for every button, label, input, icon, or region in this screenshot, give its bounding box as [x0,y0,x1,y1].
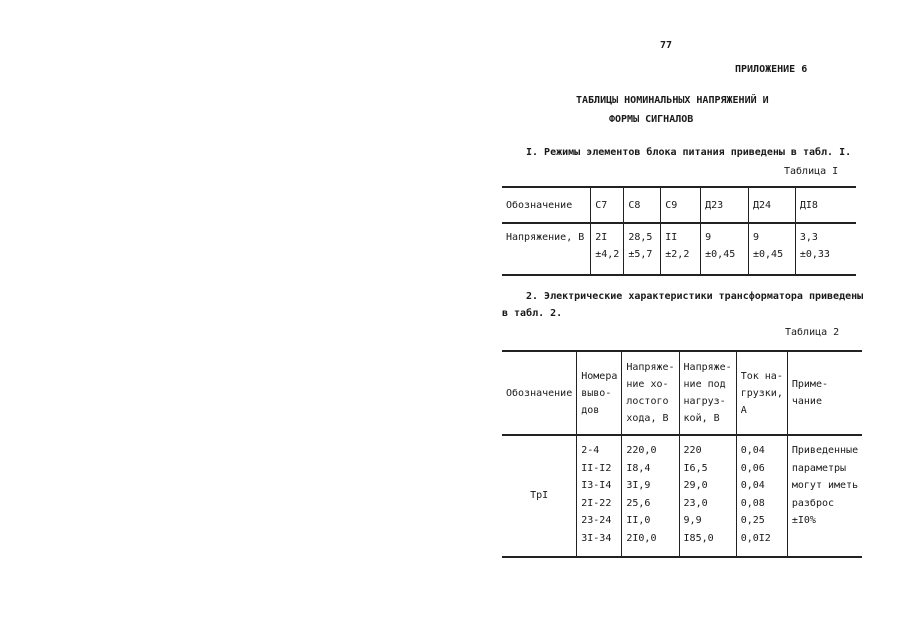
section1-text: I. Режимы элементов блока питания приведены в табл. I. [526,147,852,158]
header-line: А [740,404,747,416]
header-line: ние под [683,379,726,390]
load-voltage-value: 29,0 [683,480,708,491]
note-line: разброс [791,497,835,509]
load-current-value: 0,06 [740,462,765,474]
no-load-voltage-value: 3I,9 [626,480,651,491]
table-1 [502,186,856,276]
header-line: выво- [581,387,612,399]
header-line: чание [791,396,822,407]
table-row [502,435,862,557]
load-voltage-value: 9,9 [683,515,702,526]
load-current-value: 0,04 [740,445,765,456]
table2-load-current-column [736,435,787,557]
cell-tolerance: ±5,7 [628,249,653,260]
table1-cell [701,223,749,275]
title-line-2: ФОРМЫ СИГНАЛОВ [609,114,694,125]
table1-label: Таблица I [784,166,839,177]
table1-header: С7 [591,187,624,223]
title-line-1: ТАБЛИЦЫ НОМИНАЛЬНЫХ НАПРЯЖЕНИЙ И [576,95,769,106]
cell-tolerance: ±0,45 [705,249,736,260]
load-current-value: 0,0I2 [740,532,771,544]
load-current-value: 0,25 [740,515,765,526]
pins-value: 23-24 [581,515,612,526]
section2-text-line-1: 2. Электрические характеристики трансформатора приведены [526,291,864,302]
table1-cell [795,223,856,275]
table1-header: Д23 [701,187,749,223]
header-line: дов [581,404,600,416]
table2-header-load-current [736,351,787,435]
load-voltage-value: 23,0 [683,497,708,509]
cell-value: 9 [705,232,712,243]
table-row [502,223,856,275]
cell-value: 9 [752,232,760,243]
table-2 [502,350,862,558]
pins-value: II-I2 [581,462,612,474]
note-line: ±I0% [791,515,816,526]
header-line: Приме- [791,379,828,390]
table2-header-load-voltage [679,351,736,435]
table2-note-column [787,435,862,557]
table2-pins-column [577,435,622,557]
pins-value: I3-I4 [581,480,612,491]
table2-load-voltage-column [679,435,736,557]
page-number: 77 [660,40,673,51]
table1-cell [748,223,795,275]
header-line: хода, В [626,413,669,424]
no-load-voltage-value: 220,0 [626,445,657,456]
table2-header-designation [502,351,577,435]
cell-value: 2I [595,232,608,243]
load-voltage-value: I85,0 [683,532,714,544]
load-current-value: 0,08 [740,497,765,509]
table2-header-row [502,351,862,435]
no-load-voltage-value: 2I0,0 [626,532,657,544]
header-line: Обозначение [506,387,573,399]
table1-header: ДI8 [795,187,856,223]
no-load-voltage-value: I8,4 [626,462,651,474]
load-voltage-value: 220 [683,445,702,456]
pins-value: 2-4 [581,445,600,456]
cell-value: 3,3 [799,232,818,243]
note-line: Приведенные [791,445,859,456]
note-line: могут иметь [791,480,859,491]
header-line: грузки, [740,387,783,399]
header-line: нагруз- [683,396,726,407]
table2-designation: ТрI [502,435,577,557]
table2-header-no-load-voltage [622,351,679,435]
table1-header: Д24 [748,187,795,223]
table1-cell [591,223,624,275]
cell-tolerance: ±0,45 [752,249,784,260]
cell-tolerance: ±2,2 [665,249,690,260]
no-load-voltage-value: 25,6 [626,497,651,509]
table1-header-row [502,187,856,223]
table2-label: Таблица 2 [785,327,840,338]
pins-value: 3I-34 [581,532,612,544]
header-line: Напряже- [683,362,732,373]
header-line: кой, В [683,413,720,424]
table1-row-label: Напряжение, В [502,223,591,275]
table1-header: С9 [661,187,701,223]
cell-tolerance: ±0,33 [799,249,830,260]
header-line: Ток на- [740,370,783,382]
table2-no-load-voltage-column [622,435,679,557]
header-line: Номера [581,370,618,382]
table1-cell [624,223,661,275]
table1-header: С8 [624,187,661,223]
cell-tolerance: ±4,2 [595,249,620,260]
header-line: ние хо- [626,379,669,390]
load-voltage-value: I6,5 [683,462,708,474]
section2-text-line-2: в табл. 2. [502,308,563,319]
header-line: Напряже- [626,362,675,373]
appendix-label: ПРИЛОЖЕНИЕ 6 [735,64,808,75]
note-line: параметры [791,462,847,474]
table1-header-designation: Обозначение [502,187,591,223]
no-load-voltage-value: II,0 [626,515,651,526]
pins-value: 2I-22 [581,497,612,509]
cell-value: 28,5 [628,232,653,243]
table2-header-pins [577,351,622,435]
table2-header-note [787,351,862,435]
table1-cell [661,223,701,275]
cell-value: II [665,232,678,243]
load-current-value: 0,04 [740,480,765,491]
header-line: лостого [626,396,669,407]
